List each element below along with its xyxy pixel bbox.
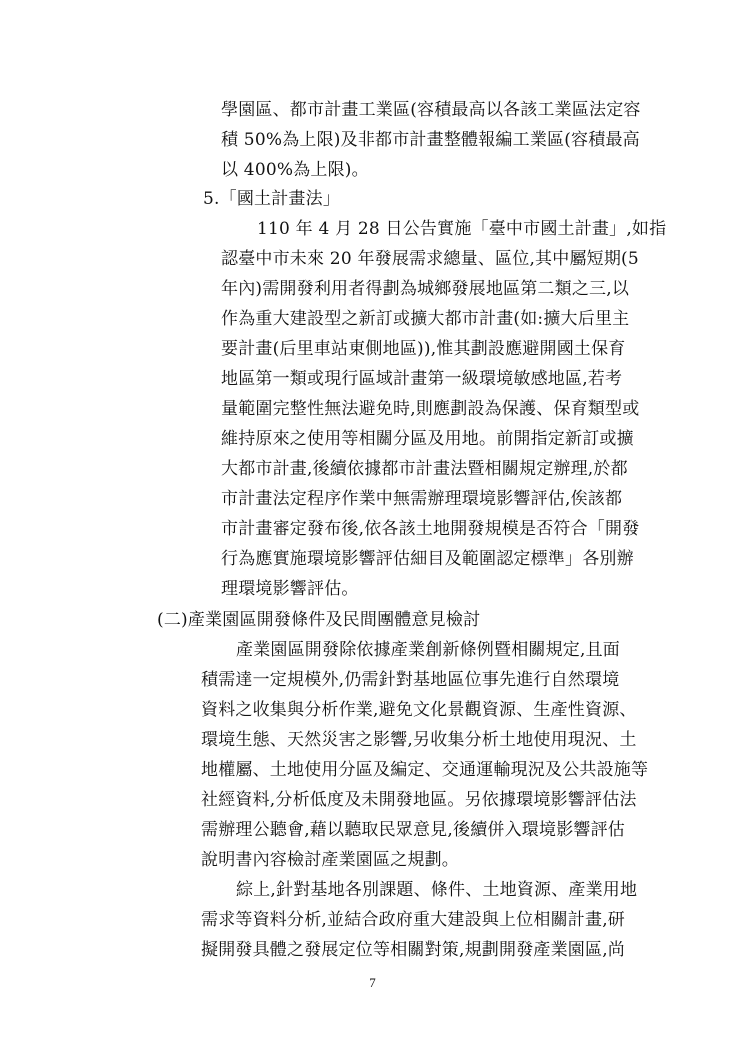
page-number: 7: [369, 975, 376, 990]
text-line: 社經資料,分析低度及未開發地區。另依據環境影響評估法: [201, 790, 637, 810]
text-line: 年內)需開發利用者得劃為城鄉發展地區第二類之三,以: [221, 279, 630, 299]
text-line: 量範圍完整性無法避免時,則應劃設為保護、保育類型或: [221, 399, 640, 419]
section-heading: (二)產業園區開發條件及民間團體意見檢討: [157, 610, 481, 630]
text-line: 地區第一類或現行區域計畫第一級環境敏感地區,若考: [221, 369, 623, 389]
text-line: 產業園區開發除依據產業創新條例暨相關規定,且面: [236, 640, 621, 660]
text-line: 理環境影響評估。: [221, 579, 359, 599]
text-line: 以 400%為上限)。: [221, 160, 369, 180]
text-line: 環境生態、天然災害之影響,另收集分析土地使用現況、土: [201, 730, 637, 750]
item-heading: 5.「國土計畫法」: [203, 189, 341, 209]
text-line: 學園區、都市計畫工業區(容積最高以各該工業區法定容: [221, 100, 641, 120]
text-line: 需求等資料分析,並結合政府重大建設與上位相關計畫,研: [201, 910, 626, 930]
text-line: 行為應實施環境影響評估細目及範圍認定標準」各別辦: [221, 549, 634, 569]
text-line: 110 年 4 月 28 日公告實施「臺中市國土計畫」,如指: [257, 219, 667, 239]
text-line: 大都市計畫,後續依據都市計畫法暨相關規定辦理,於都: [221, 459, 628, 479]
text-line: 積需達一定規模外,仍需針對基地區位事先進行自然環境: [201, 670, 620, 690]
text-line: 需辦理公聽會,藉以聽取民眾意見,後續併入環境影響評估: [201, 820, 626, 840]
text-line: 說明書內容檢討產業園區之規劃。: [201, 850, 459, 870]
text-line: 維持原來之使用等相關分區及用地。前開指定新訂或擴: [221, 429, 634, 449]
text-line: 擬開發具體之發展定位等相關對策,規劃開發產業園區,尚: [201, 940, 626, 960]
text-line: 認臺中市未來 20 年發展需求總量、區位,其中屬短期(5: [221, 249, 639, 269]
text-line: 要計畫(后里車站東側地區)),惟其劃設應避開國土保育: [221, 339, 626, 359]
text-line: 綜上,針對基地各別課題、條件、土地資源、產業用地: [236, 880, 638, 900]
text-line: 地權屬、土地使用分區及編定、交通運輸現況及公共設施等: [201, 760, 649, 780]
text-line: 市計畫審定發布後,依各該土地開發規模是否符合「開發: [221, 519, 640, 539]
text-line: 市計畫法定程序作業中無需辦理環境影響評估,俟該都: [221, 489, 623, 509]
text-line: 資料之收集與分析作業,避免文化景觀資源、生產性資源、: [201, 700, 637, 720]
text-line: 作為重大建設型之新訂或擴大都市計畫(如:擴大后里主: [221, 309, 630, 329]
text-line: 積 50%為上限)及非都市計畫整體報編工業區(容積最高: [221, 130, 640, 150]
